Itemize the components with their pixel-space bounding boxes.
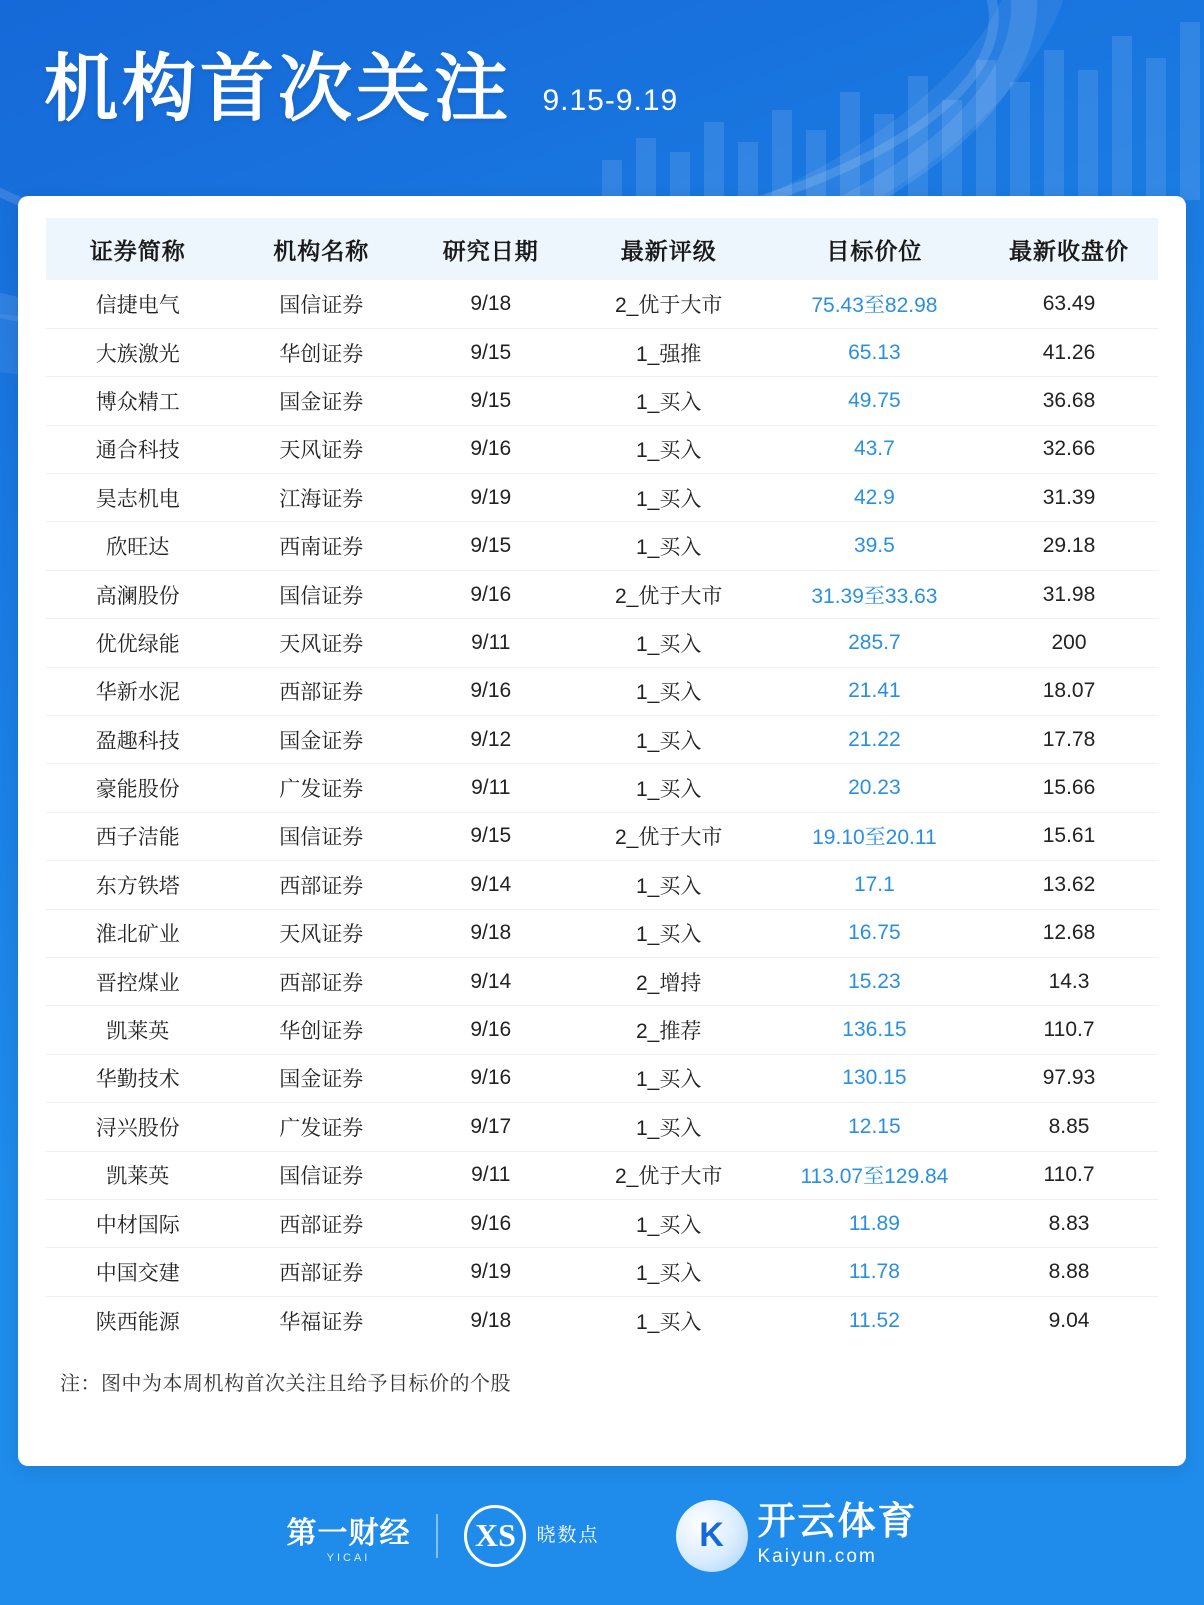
cell-stock-name: 陕西能源 — [95, 1310, 180, 1334]
cell-latest-close: 32.66 — [980, 425, 1158, 473]
cell-target-price: 11.78 — [769, 1248, 980, 1296]
cell-target-price: 19.10至20.11 — [769, 812, 980, 860]
cell-institution: 国金证券 — [229, 377, 412, 425]
cell-target-price: 17.1 — [769, 861, 980, 909]
cell-latest-close: 41.26 — [980, 328, 1158, 376]
cell-research-date: 9/16 — [413, 1199, 569, 1247]
cell-target-price: 15.23 — [769, 957, 980, 1005]
cell-rating: 1_买入 — [569, 1103, 769, 1151]
cell-rating: 1_买入 — [569, 861, 769, 909]
cell-rating: 1_买入 — [569, 909, 769, 957]
column-header-stock-name: 证券简称 — [46, 218, 229, 280]
cell-research-date: 9/11 — [413, 1151, 569, 1199]
cell-research-date: 9/15 — [413, 522, 569, 570]
xiaoshudian-name: 晓数点 — [536, 1524, 600, 1546]
column-header-rating: 最新评级 — [569, 218, 769, 280]
cell-stock-name: 信捷电气 — [46, 280, 229, 328]
cell-institution: 西部证券 — [229, 1248, 412, 1296]
cell-institution: 天风证券 — [229, 425, 412, 473]
cell-institution: 华创证券 — [229, 328, 412, 376]
cell-rating: 1_买入 — [569, 474, 769, 522]
cell-stock-name: 中材国际 — [46, 1199, 229, 1247]
cell-stock-name: 淮北矿业 — [46, 909, 229, 957]
kaiyun-url: Kaiyun.com — [757, 1546, 877, 1567]
cell-institution: 西南证券 — [229, 522, 412, 570]
cell-target-price: 130.15 — [769, 1054, 980, 1102]
column-header-institution: 机构名称 — [229, 218, 412, 280]
cell-target-price: 11.89 — [769, 1199, 980, 1247]
cell-stock-name: 中国交建 — [46, 1248, 229, 1296]
cell-research-date: 9/12 — [413, 716, 569, 764]
table-row — [46, 425, 1158, 473]
cell-institution: 西部证券 — [229, 861, 412, 909]
cell-stock-name: 大族激光 — [46, 328, 229, 376]
cell-target-price: 136.15 — [769, 1006, 980, 1054]
cell-latest-close: 15.61 — [980, 812, 1158, 860]
table-row — [46, 812, 1158, 860]
cell-institution: 天风证券 — [229, 909, 412, 957]
cell-research-date: 9/16 — [413, 667, 569, 715]
cell-research-date: 9/15 — [413, 328, 569, 376]
cell-research-date: 9/11 — [413, 619, 569, 667]
cell-rating: 1_强推 — [569, 328, 769, 376]
brand-yicai — [286, 1508, 410, 1564]
cell-target-price: 20.23 — [769, 764, 980, 812]
table-row — [46, 716, 1158, 764]
cell-stock-name: 欣旺达 — [46, 522, 229, 570]
cell-research-date: 9/17 — [413, 1103, 569, 1151]
table-row — [46, 1103, 1158, 1151]
cell-rating: 1_买入 — [569, 377, 769, 425]
table-row — [46, 522, 1158, 570]
cell-target-price: 21.41 — [769, 667, 980, 715]
cell-institution: 国信证券 — [229, 280, 412, 328]
cell-target-price: 31.39至33.63 — [769, 570, 980, 618]
table-row — [46, 667, 1158, 715]
cell-latest-close: 8.88 — [980, 1248, 1158, 1296]
cell-research-date: 9/11 — [413, 764, 569, 812]
cell-rating: 1_买入 — [569, 1199, 769, 1247]
column-header-research-date: 研究日期 — [413, 218, 569, 280]
cell-research-date: 9/15 — [413, 377, 569, 425]
table-row — [46, 1296, 1158, 1344]
cell-rating: 1_买入 — [569, 667, 769, 715]
cell-latest-close: 31.39 — [980, 474, 1158, 522]
cell-latest-close: 97.93 — [980, 1054, 1158, 1102]
cell-target-price: 42.9 — [769, 474, 980, 522]
cell-institution: 国信证券 — [229, 570, 412, 618]
cell-institution: 华创证券 — [229, 1006, 412, 1054]
cell-latest-close: 14.3 — [980, 957, 1158, 1005]
poster-header — [0, 0, 1204, 196]
cell-rating: 1_买入 — [636, 1310, 702, 1334]
cell-stock-name: 晋控煤业 — [46, 957, 229, 1005]
cell-rating: 1_买入 — [569, 716, 769, 764]
kaiyun-name: 开云体育 — [757, 1501, 918, 1543]
cell-target-price: 12.15 — [769, 1103, 980, 1151]
cell-rating: 2_优于大市 — [569, 570, 769, 618]
data-card — [18, 196, 1186, 1466]
cell-research-date: 9/15 — [413, 812, 569, 860]
cell-rating: 2_优于大市 — [569, 280, 769, 328]
cell-institution: 天风证券 — [229, 619, 412, 667]
table-row — [46, 764, 1158, 812]
cell-latest-close: 110.7 — [980, 1006, 1158, 1054]
footer-divider — [436, 1514, 438, 1558]
table-row — [46, 1054, 1158, 1102]
kaiyun-logo-icon: K — [676, 1500, 748, 1572]
cell-rating: 2_增持 — [569, 957, 769, 1005]
cell-stock-name: 豪能股份 — [46, 764, 229, 812]
cell-latest-close: 9.04 — [1048, 1308, 1090, 1332]
cell-research-date: 9/14 — [413, 957, 569, 1005]
cell-target-price: 21.22 — [769, 716, 980, 764]
cell-latest-close: 13.62 — [980, 861, 1158, 909]
cell-stock-name: 西子洁能 — [46, 812, 229, 860]
cell-target-price: 65.13 — [769, 328, 980, 376]
cell-target-price: 75.43至82.98 — [769, 280, 980, 328]
cell-institution: 广发证券 — [229, 764, 412, 812]
table-header-row — [46, 218, 1158, 280]
cell-research-date: 9/19 — [413, 474, 569, 522]
cell-latest-close: 36.68 — [980, 377, 1158, 425]
cell-latest-close: 110.7 — [980, 1151, 1158, 1199]
cell-rating: 2_优于大市 — [569, 812, 769, 860]
table-row — [46, 474, 1158, 522]
cell-research-date: 9/16 — [413, 1054, 569, 1102]
cell-latest-close: 8.85 — [980, 1103, 1158, 1151]
cell-research-date: 9/16 — [413, 425, 569, 473]
cell-rating: 1_买入 — [569, 619, 769, 667]
cell-research-date: 9/18 — [470, 1308, 512, 1332]
table-body — [46, 280, 1158, 1345]
table-row — [46, 957, 1158, 1005]
cell-stock-name: 浔兴股份 — [46, 1103, 229, 1151]
brand-kaiyun — [676, 1500, 918, 1572]
cell-latest-close: 8.83 — [980, 1199, 1158, 1247]
cell-rating: 1_买入 — [569, 1248, 769, 1296]
cell-latest-close: 12.68 — [980, 909, 1158, 957]
brand-xiaoshudian — [464, 1505, 599, 1567]
cell-stock-name: 凯莱英 — [46, 1006, 229, 1054]
yicai-subname: YICAI — [326, 1551, 371, 1564]
cell-institution: 国信证券 — [229, 1151, 412, 1199]
cell-target-price: 285.7 — [769, 619, 980, 667]
cell-latest-close: 29.18 — [980, 522, 1158, 570]
cell-latest-close: 31.98 — [980, 570, 1158, 618]
cell-latest-close: 18.07 — [980, 667, 1158, 715]
cell-target-price: 43.7 — [769, 425, 980, 473]
cell-stock-name: 博众精工 — [46, 377, 229, 425]
cell-rating: 1_买入 — [569, 1054, 769, 1102]
cell-stock-name: 通合科技 — [46, 425, 229, 473]
cell-latest-close: 63.49 — [980, 280, 1158, 328]
column-header-target-price: 目标价位 — [769, 218, 980, 280]
table-note: 注：图中为本周机构首次关注且给予目标价的个股 — [60, 1372, 511, 1395]
cell-rating: 1_买入 — [569, 425, 769, 473]
cell-research-date: 9/18 — [413, 280, 569, 328]
cell-stock-name: 优优绿能 — [46, 619, 229, 667]
kaiyun-text-block — [758, 1503, 918, 1568]
table-row — [46, 377, 1158, 425]
cell-institution: 西部证券 — [229, 1199, 412, 1247]
cell-institution: 西部证券 — [229, 667, 412, 715]
cell-stock-name: 华新水泥 — [46, 667, 229, 715]
cell-stock-name: 凯莱英 — [46, 1151, 229, 1199]
cell-rating: 2_优于大市 — [569, 1151, 769, 1199]
date-range-label: 9.15-9.19 — [542, 84, 679, 117]
xiaoshudian-logo-icon: XS — [464, 1505, 526, 1567]
cell-institution: 西部证券 — [229, 957, 412, 1005]
cell-rating: 1_买入 — [569, 522, 769, 570]
cell-target-price: 39.5 — [769, 522, 980, 570]
table-row — [46, 861, 1158, 909]
table-row — [46, 1248, 1158, 1296]
table-row — [46, 328, 1158, 376]
cell-rating: 1_买入 — [569, 764, 769, 812]
page-title: 机构首次关注 — [44, 47, 512, 130]
cell-stock-name: 东方铁塔 — [46, 861, 229, 909]
cell-target-price: 49.75 — [769, 377, 980, 425]
cell-institution: 国金证券 — [229, 716, 412, 764]
cell-latest-close: 15.66 — [980, 764, 1158, 812]
cell-target-price: 16.75 — [769, 909, 980, 957]
poster-footer — [0, 1466, 1204, 1605]
cell-target-price: 113.07至129.84 — [769, 1151, 980, 1199]
table-row — [46, 1006, 1158, 1054]
cell-institution: 江海证券 — [229, 474, 412, 522]
table-row — [46, 909, 1158, 957]
cell-research-date: 9/19 — [413, 1248, 569, 1296]
column-header-latest-close: 最新收盘价 — [980, 218, 1158, 280]
cell-stock-name: 昊志机电 — [46, 474, 229, 522]
cell-stock-name: 高澜股份 — [46, 570, 229, 618]
yicai-name: 第一财经 — [286, 1516, 411, 1550]
cell-latest-close: 17.78 — [980, 716, 1158, 764]
table-row — [46, 1199, 1158, 1247]
cell-research-date: 9/16 — [413, 1006, 569, 1054]
cell-institution: 国信证券 — [229, 812, 412, 860]
cell-stock-name: 盈趣科技 — [46, 716, 229, 764]
cell-target-price: 11.52 — [848, 1308, 900, 1332]
cell-research-date: 9/14 — [413, 861, 569, 909]
table-row — [46, 570, 1158, 618]
table-row — [46, 1151, 1158, 1199]
table-row — [46, 619, 1158, 667]
cell-stock-name: 华勤技术 — [46, 1054, 229, 1102]
table-row — [46, 280, 1158, 328]
cell-institution: 广发证券 — [229, 1103, 412, 1151]
cell-institution: 华福证券 — [279, 1310, 364, 1334]
cell-rating: 2_推荐 — [569, 1006, 769, 1054]
stocks-table — [46, 218, 1158, 1345]
cell-research-date: 9/18 — [413, 909, 569, 957]
cell-institution: 国金证券 — [229, 1054, 412, 1102]
cell-latest-close: 200 — [980, 619, 1158, 667]
cell-research-date: 9/16 — [413, 570, 569, 618]
